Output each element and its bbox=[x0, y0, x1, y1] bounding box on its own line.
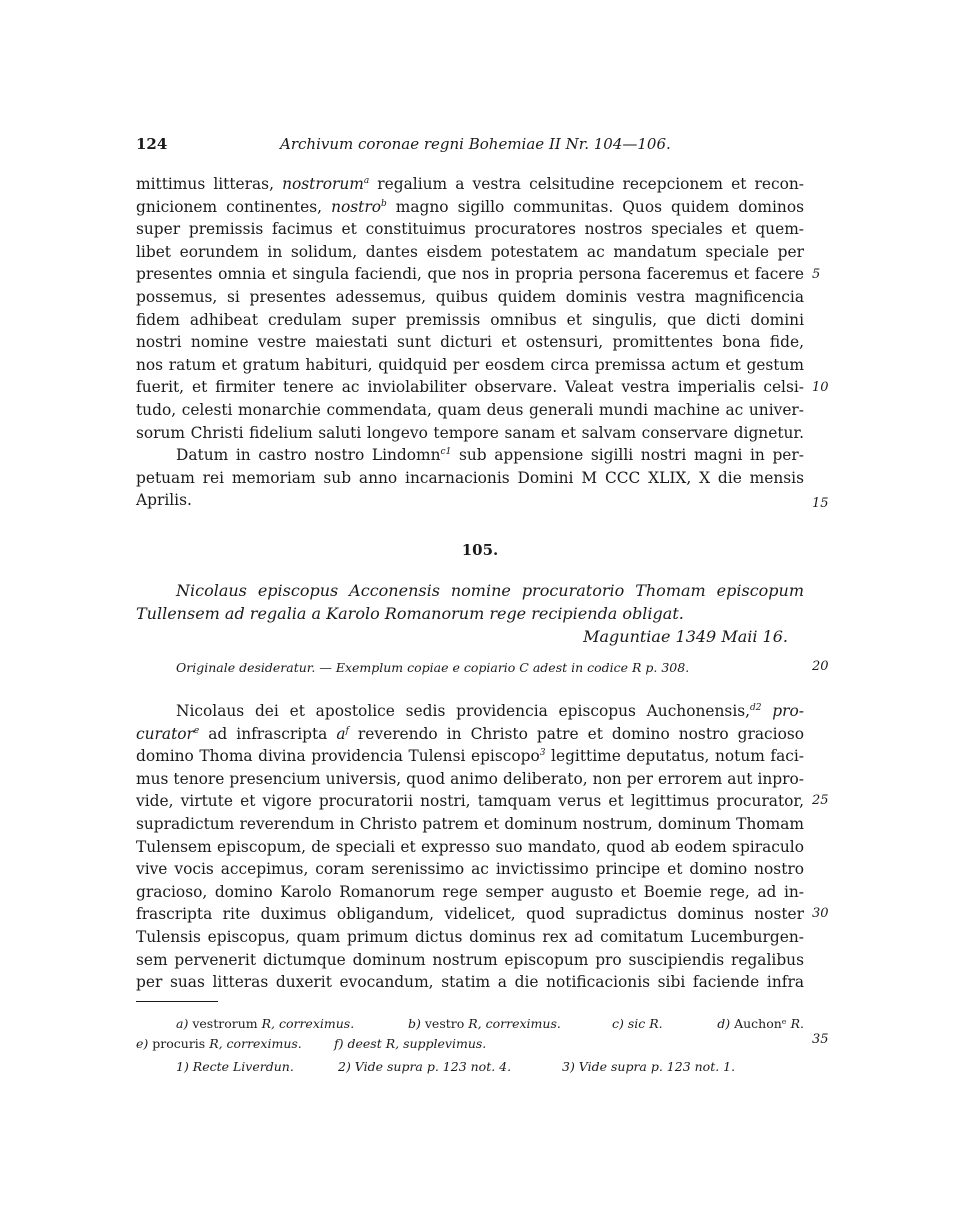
text-line: curator$^e$ ad infrascripta $a^f$ reverendo in Christo patre et domino nostro gracioso bbox=[136, 724, 805, 743]
footnote-line: a) vestrorum R, correximus. b) vestro R, correximus. c) sic R. d) Auchonᵉ R. bbox=[176, 1016, 804, 1031]
line-number-margin: 5 bbox=[812, 267, 821, 282]
text-line: sorum Christi fidelium saluti longevo tempore sanam et salvam conservare dignetur. bbox=[136, 423, 804, 442]
text-line: supradictum reverendum in Christo patrem et dominum nostrum, dominum Thomam bbox=[136, 814, 804, 833]
critical-apparatus bbox=[136, 1014, 804, 1054]
document-number: 105. bbox=[461, 541, 499, 559]
text-line: gracioso, domino Karolo Romanorum rege semper augusto et Boemie rege, ad in- bbox=[136, 882, 804, 901]
regest-line: Nicolaus episcopus Acconensis nomine procuratorio Thomam episcopum bbox=[176, 581, 804, 600]
text-line: libet eorundem in solidum, dantes eisdem potestatem ac mandatum speciale per bbox=[136, 242, 804, 261]
text-line: vide, virtute et vigore procuratorii nostri, tamquam verus et legittimus procurator, bbox=[136, 792, 804, 811]
text-line: tudo, celesti monarchie commendata, quam deus generali mundi machine ac univer- bbox=[136, 400, 804, 419]
text-line: vive vocis accepimus, coram serenissimo ac invictissimo principe et domino nostro bbox=[136, 860, 804, 879]
running-title: Archivum coronae regni Bohemiae II Nr. 104—106. bbox=[280, 135, 671, 153]
text-line: per suas litteras duxerit evocandum, statim a die notificacionis sibi faciende infra bbox=[136, 973, 804, 992]
page-number: 124 bbox=[136, 135, 168, 153]
text-line: super premissis facimus et constituimus procuratores nostros speciales et quem- bbox=[136, 220, 804, 239]
text-line: sem pervenerit dictumque dominum nostrum episcopum pro suscipiendis regalibus bbox=[136, 950, 804, 969]
source-note: Originale desideratur. — Exemplum copiae e copiario C adest in codice R p. 308. bbox=[176, 660, 690, 675]
text-line: Tulensis episcopus, quam primum dictus dominus rex ad comitatum Lucemburgen- bbox=[136, 927, 804, 946]
text-line: fidem adhibeat credulam super premissis omnibus et singulis, que dicti domini bbox=[136, 310, 804, 329]
text-line: possemus, si presentes adessemus, quibus quidem dominis vestra magnificencia bbox=[136, 287, 804, 306]
document-105-text bbox=[136, 700, 804, 994]
regest bbox=[136, 579, 804, 648]
line-number-margin: 15 bbox=[812, 496, 829, 511]
text-line: Tulensem episcopum, de speciali et expresso suo mandato, quod ab eodem spiraculo bbox=[136, 837, 804, 856]
text-line: gnicionem continentes, nostro$^b$ magno sigillo communitas. Quos quidem dominos bbox=[136, 197, 804, 216]
text-line: fuerit, et firmiter tenere ac inviolabiliter observare. Valeat vestra imperialis celsi- bbox=[136, 378, 804, 397]
line-number-margin: 10 bbox=[812, 380, 829, 395]
text-line: presentes omnia et singula faciendi, que nos in propria persona faceremus et facere bbox=[136, 265, 804, 284]
text-line: Aprilis. bbox=[136, 491, 192, 510]
line-number-margin: 35 bbox=[812, 1032, 829, 1047]
footnote-line: e) procuris R, correximus. f) deest R, supplevimus. bbox=[136, 1036, 487, 1051]
document-104-text bbox=[136, 173, 804, 512]
footnote-divider bbox=[136, 1001, 218, 1002]
place-date: Maguntiae 1349 Maii 16. bbox=[583, 627, 788, 646]
text-line: domino Thoma divina providencia Tulensi episcopo$^3$ legittime deputatus, notum faci- bbox=[136, 747, 805, 766]
line-number-margin: 20 bbox=[812, 659, 829, 674]
line-number-margin: 25 bbox=[812, 793, 829, 808]
text-line: petuam rei memoriam sub anno incarnacionis Domini M CCC XLIX, X die mensis bbox=[136, 468, 804, 487]
text-line: mus tenore presencium universis, quod animo deliberato, non per errorem aut inpro- bbox=[136, 769, 804, 788]
explanatory-notes bbox=[136, 1057, 804, 1077]
text-line: frascripta rite duximus obligandum, videlicet, quod supradictus dominus noster bbox=[136, 905, 804, 924]
text-line: Nicolaus dei et apostolice sedis providencia episcopus Auchonensis,$^{d2}$ pro- bbox=[176, 702, 804, 720]
line-number-margin: 30 bbox=[812, 906, 829, 921]
footnote-line: 1) Recte Liverdun. 2) Vide supra p. 123 not. 4. 3) Vide supra p. 123 not. 1. bbox=[176, 1059, 736, 1074]
text-line: Datum in castro nostro Lindomn$^{c1}$ sub appensione sigilli nostri magni in per- bbox=[176, 446, 804, 465]
text-line: nos ratum et gratum habituri, quidquid per eosdem circa premissa actum et gestum bbox=[136, 355, 804, 374]
text-line: nostri nomine vestre maiestati sunt dicturi et ostensuri, promittentes bona fide, bbox=[136, 333, 804, 352]
text-line: mittimus litteras, nostrorum$^a$ regalium a vestra celsitudine recepcionem et recon- bbox=[136, 175, 804, 193]
regest-line: Tullensem ad regalia a Karolo Romanorum rege recipienda obligat. bbox=[136, 604, 684, 623]
